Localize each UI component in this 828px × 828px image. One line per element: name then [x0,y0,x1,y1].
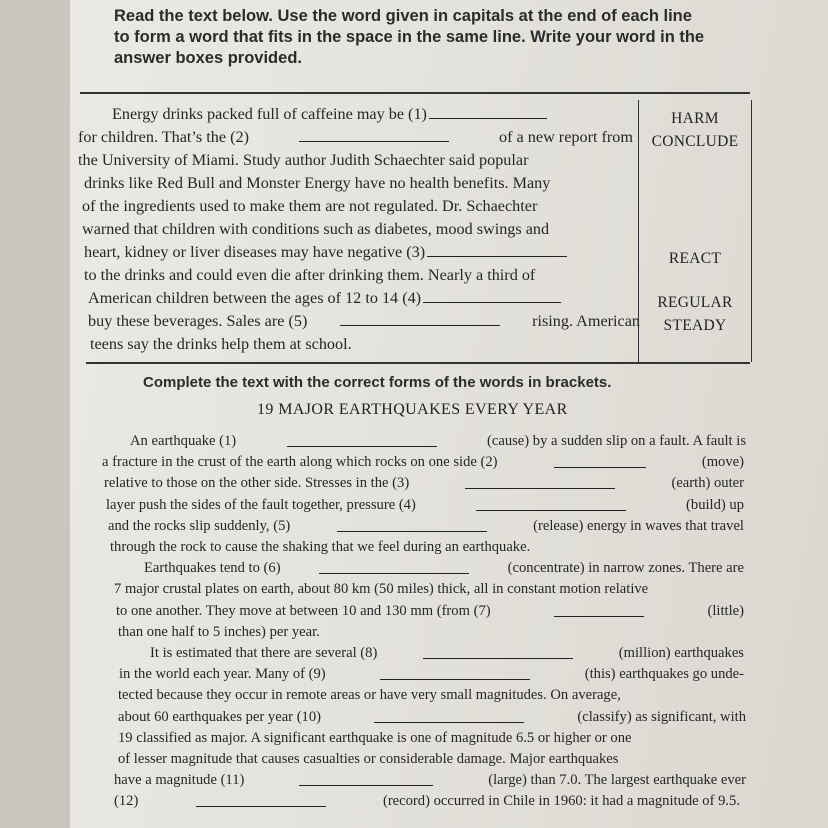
line-text: (build) up [686,496,744,513]
line-text: a fracture in the crust of the earth along which rocks on one side (2) [102,454,498,471]
instruction-line: Read the text below. Use the word given in capitals at the end of each line [114,7,692,25]
line-text: An earthquake (1) [130,433,237,449]
text-line [118,729,746,747]
line-text: teens say the drinks help them at school. [90,335,352,353]
task2-instructions: Complete the text with the correct forms of the words in brackets. [143,374,612,391]
text-line [104,474,744,492]
instruction-line: answer boxes provided. [114,49,302,67]
line-text: (classify) as significant, with [577,708,746,725]
text-line [116,602,744,620]
line-text: (million) earthquakes [618,645,744,661]
answer-blank[interactable] [476,496,626,511]
line-text: (little) [707,602,744,619]
line-text: have a magnitude (11) [114,772,245,789]
line-text: (concentrate) in narrow zones. There are [507,560,744,577]
answer-blank[interactable] [299,771,433,786]
text-line [106,496,744,514]
answer-blank[interactable] [423,644,573,659]
answer-blank[interactable] [299,127,449,142]
answer-blank[interactable] [554,602,644,617]
text-line [144,559,744,577]
text-line [118,750,746,768]
text-line [90,334,352,355]
answer-blank[interactable] [427,242,567,257]
text-line [82,196,537,217]
line-text: warned that children with conditions such as diabetes, mood swings and [82,220,550,238]
text-line [118,686,744,704]
line-text: relative to those on the other side. Stresses in the (3) [104,475,410,492]
text-line [110,538,530,556]
line-text: in the world each year. Many of (9) [119,666,326,683]
answer-blank[interactable] [380,665,530,680]
line-text: to one another. They move at between 10 and 130 mm (from (7) [116,602,491,619]
line-text: to the drinks and could even die after drinking them. Nearly a third of [84,266,536,284]
line-text: of the ingredients used to make them are not regulated. Dr. Schaechter [82,197,538,215]
text-line [114,580,744,598]
line-text: heart, kidney or liver diseases may have negative (3) [84,243,426,261]
keyword-regular: REGULAR [657,294,733,311]
answer-blank[interactable] [423,288,561,303]
line-text: It is estimated that there are several (8) [150,645,378,661]
line-text: 7 major crustal plates on earth, about 80 km (50 miles) thick, all in constant motion relative [114,581,649,598]
answer-blank[interactable] [196,792,326,807]
line-text: buy these beverages. Sales are (5) [88,312,308,330]
box-bottom-rule [86,362,750,364]
answer-blank[interactable] [374,708,524,723]
answer-blank[interactable] [337,517,487,532]
line-text: (this) earthquakes go unde- [584,666,744,683]
line-text: (release) energy in waves that travel [533,517,744,534]
line-text: Earthquakes tend to (6) [144,560,281,577]
line-text: (cause) by a sudden slip on a fault. A fault is [487,433,746,449]
instruction-line: to form a word that fits in the space in the same line. Write your word in the [114,28,705,46]
line-text: (record) occurred in Chile in 1960: it had a magnitude of 9.5. [382,793,740,810]
line-text: through the rock to cause the shaking that we feel during an earthquake. [110,539,531,555]
text-line [84,173,550,194]
text-line [88,288,563,309]
text-line [118,623,320,641]
text-line [82,219,549,240]
line-text: Energy drinks packed full of caffeine may be (1) [112,105,427,123]
divider [80,92,750,94]
keyword-conclude: CONCLUDE [651,133,739,150]
line-text: rising. American [532,312,640,330]
line-text: American children between the ages of 12 to 14 (4) [88,289,422,307]
text-line [78,150,528,171]
answer-blank[interactable] [340,311,500,326]
text-line [130,432,746,450]
text-line [84,265,535,286]
line-text: layer push the sides of the fault together, pressure (4) [106,496,416,513]
keyword-harm: HARM [671,110,719,127]
text-line [118,708,746,726]
keyword-column [638,100,752,362]
line-text: for children. That’s the (2) [78,128,249,146]
article-title: 19 MAJOR EARTHQUAKES EVERY YEAR [257,401,568,418]
answer-blank[interactable] [465,474,615,489]
line-text: of a new report from [499,128,633,146]
answer-blank[interactable] [429,104,547,119]
line-text: (12) [114,793,139,810]
text-line [84,242,569,263]
text-line [88,311,640,332]
text-line [112,104,549,125]
task1-box [76,100,752,362]
line-text: about 60 earthquakes per year (10) [118,708,322,725]
line-text: drinks like Red Bull and Monster Energy have no health benefits. Many [84,174,551,192]
task1-instructions [114,6,764,69]
answer-blank[interactable] [319,559,469,574]
line-text: tected because they occur in remote areas or have very small magnitudes. On average, [118,687,621,704]
line-text: (large) than 7.0. The largest earthquake ever [488,772,746,789]
text-line [150,644,744,662]
text-line [102,453,744,471]
line-text: than one half to 5 inches) per year. [118,623,320,640]
line-text: (move) [701,454,744,471]
text-line [78,127,633,148]
answer-blank[interactable] [287,432,437,447]
line-text: 19 classified as major. A significant earthquake is one of magnitude 6.5 or higher or one [118,729,632,746]
text-line [114,771,746,789]
text-line [108,517,744,535]
line-text: and the rocks slip suddenly, (5) [108,517,291,534]
line-text: (earth) outer [671,475,744,492]
keyword-steady: STEADY [663,317,727,334]
text-line [119,665,744,683]
keyword-react: REACT [668,250,722,267]
line-text: the University of Miami. Study author Judith Schaechter said popular [78,151,529,169]
answer-blank[interactable] [554,453,646,468]
line-text: of lesser magnitude that causes casualties or considerable damage. Major earthquakes [118,751,619,767]
text-line [114,792,740,810]
